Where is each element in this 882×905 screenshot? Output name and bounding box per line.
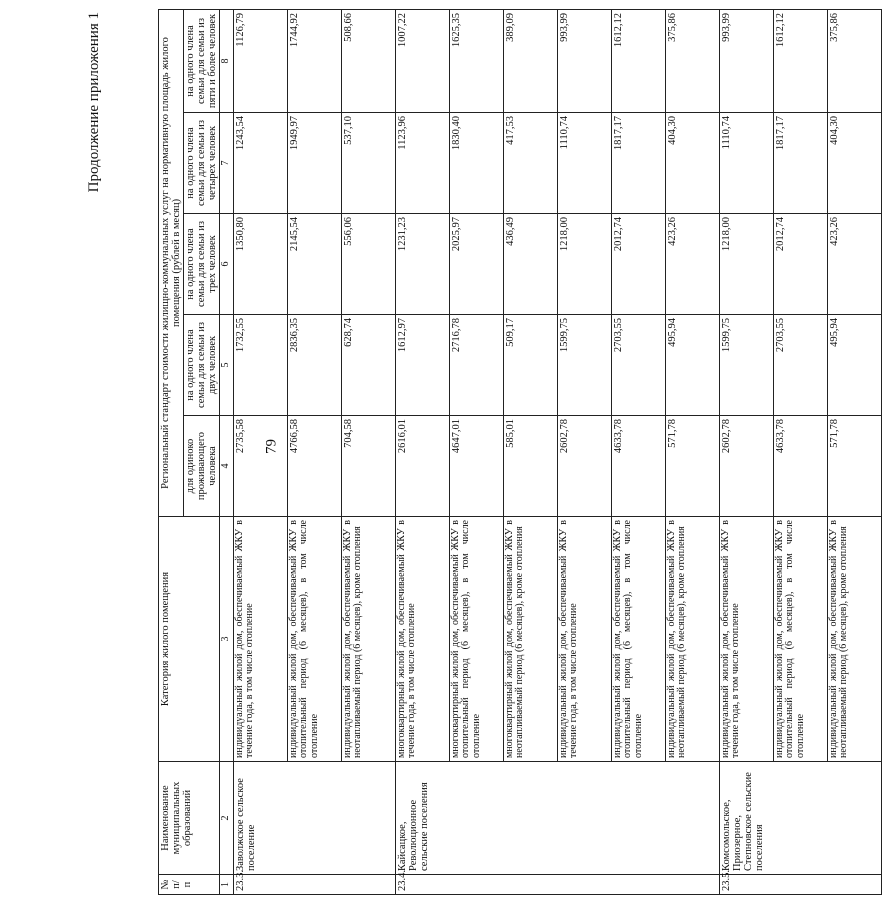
column-number: 8 [220, 9, 234, 112]
standard-value: 423,26 [665, 214, 719, 315]
standard-value: 2602,78 [719, 416, 773, 517]
standard-value: 2836,35 [287, 315, 341, 416]
table-row [395, 9, 449, 894]
row-number: 23.3. [233, 875, 395, 895]
standard-value: 2703,55 [611, 315, 665, 416]
standard-value: 2012,74 [773, 214, 827, 315]
housing-category: индивидуальный жилой дом, обеспечиваемый ЖКУ в течение года, в том числе отопление [233, 517, 287, 762]
standard-value: 585,01 [503, 416, 557, 517]
standard-value: 537,10 [341, 113, 395, 214]
standard-value: 1612,12 [773, 9, 827, 112]
header-col-5: на одного члена семьи для семьи из двух человек [184, 315, 220, 416]
housing-category: индивидуальный жилой дом, обеспечиваемый ЖКУ в неотапливаемый период (6 месяцев), кроме отопления [341, 517, 395, 762]
standard-value: 1218,00 [557, 214, 611, 315]
column-number-row [220, 9, 234, 894]
appendix-title: Продолжение приложения 1 [86, 12, 102, 193]
standard-value: 1612,12 [611, 9, 665, 112]
standard-value: 1744,92 [287, 9, 341, 112]
row-number: 23.5. [719, 875, 881, 895]
standard-value: 1817,17 [773, 113, 827, 214]
header-row [159, 9, 184, 894]
standard-value: 628,74 [341, 315, 395, 416]
standard-value: 375,86 [827, 9, 881, 112]
header-category: Категория жилого помещения [159, 517, 220, 762]
column-number: 2 [220, 762, 234, 875]
standard-value: 2616,01 [395, 416, 449, 517]
standard-value: 423,26 [827, 214, 881, 315]
housing-category: индивидуальный жилой дом, обеспечиваемый ЖКУ в течение года, в том числе отопление [719, 517, 773, 762]
standard-value: 1625,35 [449, 9, 503, 112]
housing-category: многоквартирный жилой дом, обеспечиваемый ЖКУ в течение года, в том числе отопление [395, 517, 449, 762]
standard-value: 1599,75 [557, 315, 611, 416]
standard-value: 1218,00 [719, 214, 773, 315]
column-number: 7 [220, 113, 234, 214]
header-no: № п/п [159, 875, 220, 895]
standard-value: 993,99 [557, 9, 611, 112]
standard-value: 2145,54 [287, 214, 341, 315]
housing-category: многоквартирный жилой дом, обеспечиваемый ЖКУ в отопительный период (6 месяцев), в том числе отопление [449, 517, 503, 762]
header-municipality: Наименование муниципальных образований [159, 762, 220, 875]
standard-value: 1612,97 [395, 315, 449, 416]
standard-value: 2703,55 [773, 315, 827, 416]
standard-value: 1949,97 [287, 113, 341, 214]
column-number: 1 [220, 875, 234, 895]
municipality-name: Кайсацкое, Революционное сельские поселения [395, 762, 719, 875]
standard-value: 1110,74 [719, 113, 773, 214]
municipality-name: Комсомольское, Приозерное, Степновское сельские поселения [719, 762, 881, 875]
standard-value: 4766,58 [287, 416, 341, 517]
standard-value: 571,78 [827, 416, 881, 517]
housing-category: индивидуальный жилой дом, обеспечиваемый ЖКУ в отопительный период (6 месяцев), в том числе отопление [287, 517, 341, 762]
standard-value: 1126,79 [233, 9, 287, 112]
header-col-7: на одного члена семьи для семьи из четырех человек [184, 113, 220, 214]
standard-value: 2025,97 [449, 214, 503, 315]
standard-value: 495,94 [665, 315, 719, 416]
page-number: 79 [263, 439, 280, 454]
column-number: 3 [220, 517, 234, 762]
standard-value: 375,86 [665, 9, 719, 112]
header-standard-group: Региональный стандарт стоимости жилищно-коммунальных услуг на нормативную площадь жилого помещения (рублей в месяц) [159, 9, 184, 516]
table-body [233, 9, 881, 894]
header-col-6: на одного члена семьи для семьи из трех человек [184, 214, 220, 315]
header-col-8: на одного члена семьи для семьи из пяти и более человек [184, 9, 220, 112]
table-row [719, 9, 773, 894]
standard-value: 2735,58 [233, 416, 287, 517]
standard-value: 389,09 [503, 9, 557, 112]
standard-value: 2012,74 [611, 214, 665, 315]
standard-value: 571,78 [665, 416, 719, 517]
standard-value: 1830,40 [449, 113, 503, 214]
standard-value: 4633,78 [611, 416, 665, 517]
standard-value: 1110,74 [557, 113, 611, 214]
housing-category: индивидуальный жилой дом, обеспечиваемый ЖКУ в неотапливаемый период (6 месяцев), кроме отопления [665, 517, 719, 762]
standard-value: 704,58 [341, 416, 395, 517]
standard-value: 1599,75 [719, 315, 773, 416]
housing-category: многоквартирный жилой дом, обеспечиваемый ЖКУ в неотапливаемый период (6 месяцев), кроме отопления [503, 517, 557, 762]
standard-value: 404,30 [665, 113, 719, 214]
standard-value: 509,17 [503, 315, 557, 416]
standard-value: 1817,17 [611, 113, 665, 214]
housing-category: индивидуальный жилой дом, обеспечиваемый ЖКУ в течение года, в том числе отопление [557, 517, 611, 762]
rotated-page-content [86, 10, 850, 895]
column-number: 5 [220, 315, 234, 416]
row-number: 23.4. [395, 875, 719, 895]
municipality-name: Заволжское сельское поселение [233, 762, 395, 875]
standard-value: 2602,78 [557, 416, 611, 517]
standard-value: 4633,78 [773, 416, 827, 517]
standard-value: 1007,22 [395, 9, 449, 112]
standard-value: 495,94 [827, 315, 881, 416]
header-col-4: для одиноко проживающего человека [184, 416, 220, 517]
standard-value: 508,66 [341, 9, 395, 112]
standard-value: 4647,01 [449, 416, 503, 517]
standard-value: 1243,54 [233, 113, 287, 214]
column-number: 4 [220, 416, 234, 517]
standard-value: 2716,78 [449, 315, 503, 416]
housing-category: индивидуальный жилой дом, обеспечиваемый ЖКУ в неотапливаемый период (6 месяцев), кроме отопления [827, 517, 881, 762]
standard-value: 417,53 [503, 113, 557, 214]
standard-value: 993,99 [719, 9, 773, 112]
tariff-table [158, 9, 882, 895]
table-row [233, 9, 287, 894]
standard-value: 436,49 [503, 214, 557, 315]
housing-category: индивидуальный жилой дом, обеспечиваемый ЖКУ в отопительный период (6 месяцев), в том числе отопление [611, 517, 665, 762]
housing-category: индивидуальный жилой дом, обеспечиваемый ЖКУ в отопительный период (6 месяцев), в том числе отопление [773, 517, 827, 762]
column-number: 6 [220, 214, 234, 315]
standard-value: 404,30 [827, 113, 881, 214]
standard-value: 1231,23 [395, 214, 449, 315]
standard-value: 556,06 [341, 214, 395, 315]
standard-value: 1123,96 [395, 113, 449, 214]
standard-value: 1732,55 [233, 315, 287, 416]
standard-value: 1350,80 [233, 214, 287, 315]
